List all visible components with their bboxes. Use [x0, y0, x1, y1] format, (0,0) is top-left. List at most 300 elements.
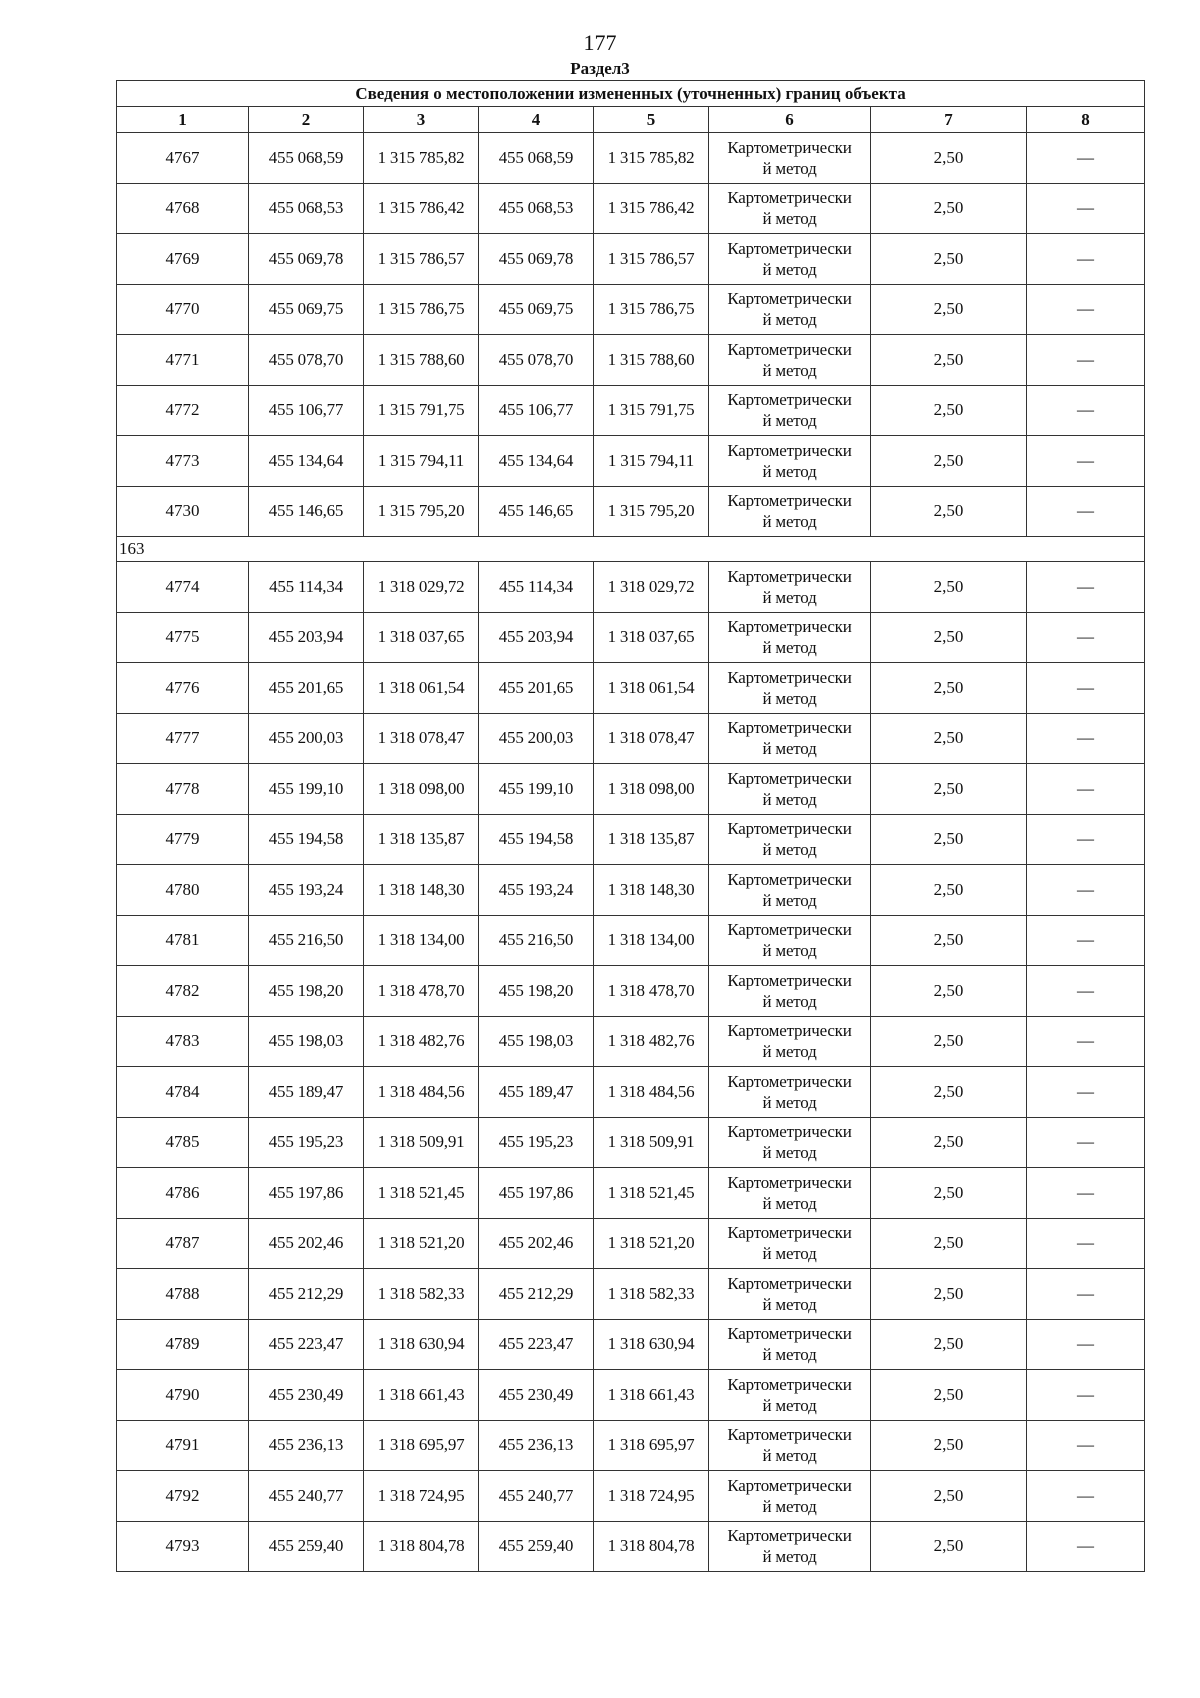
table-row: [117, 663, 1145, 714]
description-cell: —: [1027, 133, 1145, 184]
y-refined-cell: 1 318 061,54: [594, 663, 709, 714]
accuracy-cell: 2,50: [871, 486, 1027, 537]
method-line: Картометрически: [727, 339, 852, 359]
x-existing-cell: 455 106,77: [249, 385, 364, 436]
x-refined-cell: 455 198,20: [479, 966, 594, 1017]
method-line: й метод: [762, 840, 817, 860]
method-line: й метод: [762, 209, 817, 229]
description-cell: —: [1027, 966, 1145, 1017]
method-cell: [709, 486, 871, 537]
method-line: Картометрически: [727, 819, 852, 839]
group-label: 163: [117, 537, 1145, 562]
point-number-cell: 4786: [117, 1168, 249, 1219]
table-row: [117, 713, 1145, 764]
y-existing-cell: 1 318 078,47: [364, 713, 479, 764]
accuracy-cell: 2,50: [871, 1471, 1027, 1522]
y-refined-cell: 1 318 098,00: [594, 764, 709, 815]
x-refined-cell: 455 259,40: [479, 1521, 594, 1572]
method-line: й метод: [762, 941, 817, 961]
method-line: Картометрически: [727, 390, 852, 410]
y-existing-cell: 1 315 794,11: [364, 436, 479, 487]
method-line: й метод: [762, 1294, 817, 1314]
method-line: Картометрически: [727, 566, 852, 586]
x-refined-cell: 455 212,29: [479, 1269, 594, 1320]
point-number-cell: 4775: [117, 612, 249, 663]
method-cell: [709, 865, 871, 916]
point-number-cell: 4792: [117, 1471, 249, 1522]
x-existing-cell: 455 197,86: [249, 1168, 364, 1219]
column-header-row: [117, 107, 1145, 133]
x-existing-cell: 455 240,77: [249, 1471, 364, 1522]
x-existing-cell: 455 202,46: [249, 1218, 364, 1269]
column-header: 1: [117, 107, 249, 133]
x-refined-cell: 455 134,64: [479, 436, 594, 487]
method-line: й метод: [762, 1143, 817, 1163]
description-cell: —: [1027, 915, 1145, 966]
point-number-cell: 4769: [117, 234, 249, 285]
method-line: Картометрически: [727, 491, 852, 511]
table-row: [117, 612, 1145, 663]
y-refined-cell: 1 318 509,91: [594, 1117, 709, 1168]
description-cell: —: [1027, 1269, 1145, 1320]
y-existing-cell: 1 315 791,75: [364, 385, 479, 436]
method-line: й метод: [762, 411, 817, 431]
y-existing-cell: 1 315 786,75: [364, 284, 479, 335]
table-row: [117, 1117, 1145, 1168]
column-header: 8: [1027, 107, 1145, 133]
table-title-row: [117, 81, 1145, 107]
accuracy-cell: 2,50: [871, 1370, 1027, 1421]
y-refined-cell: 1 315 791,75: [594, 385, 709, 436]
description-cell: —: [1027, 436, 1145, 487]
method-line: й метод: [762, 1193, 817, 1213]
point-number-cell: 4767: [117, 133, 249, 184]
y-refined-cell: 1 318 630,94: [594, 1319, 709, 1370]
method-cell: [709, 1319, 871, 1370]
y-existing-cell: 1 315 785,82: [364, 133, 479, 184]
x-refined-cell: 455 199,10: [479, 764, 594, 815]
method-cell: [709, 1521, 871, 1572]
method-line: й метод: [762, 512, 817, 532]
x-refined-cell: 455 198,03: [479, 1016, 594, 1067]
y-existing-cell: 1 318 135,87: [364, 814, 479, 865]
method-line: й метод: [762, 1446, 817, 1466]
x-refined-cell: 455 069,75: [479, 284, 594, 335]
x-refined-cell: 455 106,77: [479, 385, 594, 436]
table-row: [117, 335, 1145, 386]
table-row: [117, 915, 1145, 966]
accuracy-cell: 2,50: [871, 814, 1027, 865]
method-line: Картометрически: [727, 1021, 852, 1041]
x-refined-cell: 455 230,49: [479, 1370, 594, 1421]
method-cell: [709, 1016, 871, 1067]
y-refined-cell: 1 318 661,43: [594, 1370, 709, 1421]
accuracy-cell: 2,50: [871, 966, 1027, 1017]
x-existing-cell: 455 212,29: [249, 1269, 364, 1320]
table-row: [117, 183, 1145, 234]
table-row: [117, 966, 1145, 1017]
page-number: 177: [583, 30, 617, 55]
table-row: [117, 1521, 1145, 1572]
method-cell: [709, 814, 871, 865]
method-line: й метод: [762, 1496, 817, 1516]
method-line: й метод: [762, 688, 817, 708]
method-cell: [709, 562, 871, 613]
accuracy-cell: 2,50: [871, 385, 1027, 436]
method-line: й метод: [762, 991, 817, 1011]
y-existing-cell: 1 318 582,33: [364, 1269, 479, 1320]
x-refined-cell: 455 078,70: [479, 335, 594, 386]
method-cell: [709, 284, 871, 335]
point-number-cell: 4774: [117, 562, 249, 613]
boundary-coordinates-table: [116, 80, 1145, 1572]
accuracy-cell: 2,50: [871, 612, 1027, 663]
accuracy-cell: 2,50: [871, 1420, 1027, 1471]
y-existing-cell: 1 315 786,42: [364, 183, 479, 234]
method-line: Картометрически: [727, 1172, 852, 1192]
accuracy-cell: 2,50: [871, 1117, 1027, 1168]
method-line: Картометрически: [727, 718, 852, 738]
x-existing-cell: 455 195,23: [249, 1117, 364, 1168]
method-line: Картометрически: [727, 768, 852, 788]
x-refined-cell: 455 195,23: [479, 1117, 594, 1168]
method-cell: [709, 1117, 871, 1168]
x-existing-cell: 455 223,47: [249, 1319, 364, 1370]
method-cell: [709, 915, 871, 966]
method-line: Картометрически: [727, 1273, 852, 1293]
point-number-cell: 4777: [117, 713, 249, 764]
point-number-cell: 4772: [117, 385, 249, 436]
y-refined-cell: 1 315 794,11: [594, 436, 709, 487]
description-cell: —: [1027, 1016, 1145, 1067]
accuracy-cell: 2,50: [871, 1067, 1027, 1118]
method-cell: [709, 713, 871, 764]
y-refined-cell: 1 318 478,70: [594, 966, 709, 1017]
table-row: [117, 436, 1145, 487]
accuracy-cell: 2,50: [871, 865, 1027, 916]
table-row: [117, 562, 1145, 613]
y-refined-cell: 1 315 788,60: [594, 335, 709, 386]
table-row: [117, 764, 1145, 815]
y-refined-cell: 1 318 695,97: [594, 1420, 709, 1471]
method-line: й метод: [762, 789, 817, 809]
point-number-cell: 4781: [117, 915, 249, 966]
method-line: Картометрически: [727, 869, 852, 889]
y-refined-cell: 1 315 786,42: [594, 183, 709, 234]
accuracy-cell: 2,50: [871, 284, 1027, 335]
method-cell: [709, 1471, 871, 1522]
x-existing-cell: 455 200,03: [249, 713, 364, 764]
x-refined-cell: 455 068,53: [479, 183, 594, 234]
y-existing-cell: 1 318 661,43: [364, 1370, 479, 1421]
y-existing-cell: 1 318 695,97: [364, 1420, 479, 1471]
y-existing-cell: 1 318 724,95: [364, 1471, 479, 1522]
method-line: й метод: [762, 310, 817, 330]
method-line: Картометрически: [727, 440, 852, 460]
method-line: й метод: [762, 259, 817, 279]
method-line: й метод: [762, 739, 817, 759]
table-row: [117, 1016, 1145, 1067]
table-row: [117, 385, 1145, 436]
accuracy-cell: 2,50: [871, 764, 1027, 815]
accuracy-cell: 2,50: [871, 1168, 1027, 1219]
y-existing-cell: 1 318 478,70: [364, 966, 479, 1017]
accuracy-cell: 2,50: [871, 1016, 1027, 1067]
y-refined-cell: 1 318 078,47: [594, 713, 709, 764]
table-row: [117, 1370, 1145, 1421]
x-existing-cell: 455 216,50: [249, 915, 364, 966]
method-line: Картометрически: [727, 137, 852, 157]
description-cell: —: [1027, 486, 1145, 537]
method-cell: [709, 133, 871, 184]
method-cell: [709, 1168, 871, 1219]
column-header: 3: [364, 107, 479, 133]
column-header: 2: [249, 107, 364, 133]
y-existing-cell: 1 318 630,94: [364, 1319, 479, 1370]
description-cell: —: [1027, 562, 1145, 613]
method-line: Картометрически: [727, 1122, 852, 1142]
method-cell: [709, 764, 871, 815]
table-row: [117, 1319, 1145, 1370]
y-refined-cell: 1 318 582,33: [594, 1269, 709, 1320]
accuracy-cell: 2,50: [871, 335, 1027, 386]
method-line: Картометрически: [727, 667, 852, 687]
method-cell: [709, 1370, 871, 1421]
table-title: Сведения о местоположении измененных (уточненных) границ объекта: [117, 81, 1145, 107]
x-existing-cell: 455 114,34: [249, 562, 364, 613]
x-refined-cell: 455 068,59: [479, 133, 594, 184]
description-cell: —: [1027, 1420, 1145, 1471]
method-line: й метод: [762, 1244, 817, 1264]
x-existing-cell: 455 201,65: [249, 663, 364, 714]
y-refined-cell: 1 315 786,75: [594, 284, 709, 335]
method-cell: [709, 234, 871, 285]
y-existing-cell: 1 318 521,45: [364, 1168, 479, 1219]
group-row: [117, 537, 1145, 562]
method-cell: [709, 385, 871, 436]
point-number-cell: 4787: [117, 1218, 249, 1269]
y-refined-cell: 1 318 521,45: [594, 1168, 709, 1219]
method-line: й метод: [762, 1345, 817, 1365]
x-existing-cell: 455 134,64: [249, 436, 364, 487]
description-cell: —: [1027, 284, 1145, 335]
method-line: й метод: [762, 890, 817, 910]
point-number-cell: 4785: [117, 1117, 249, 1168]
point-number-cell: 4782: [117, 966, 249, 1017]
description-cell: —: [1027, 865, 1145, 916]
description-cell: —: [1027, 1471, 1145, 1522]
y-refined-cell: 1 315 785,82: [594, 133, 709, 184]
table-row: [117, 865, 1145, 916]
table-row: [117, 1471, 1145, 1522]
accuracy-cell: 2,50: [871, 562, 1027, 613]
table-row: [117, 284, 1145, 335]
method-line: й метод: [762, 638, 817, 658]
table-row: [117, 133, 1145, 184]
accuracy-cell: 2,50: [871, 1521, 1027, 1572]
method-line: й метод: [762, 158, 817, 178]
y-existing-cell: 1 318 029,72: [364, 562, 479, 613]
column-header: 7: [871, 107, 1027, 133]
method-cell: [709, 183, 871, 234]
x-existing-cell: 455 069,75: [249, 284, 364, 335]
point-number-cell: 4788: [117, 1269, 249, 1320]
x-existing-cell: 455 068,59: [249, 133, 364, 184]
y-existing-cell: 1 315 795,20: [364, 486, 479, 537]
point-number-cell: 4771: [117, 335, 249, 386]
point-number-cell: 4730: [117, 486, 249, 537]
x-refined-cell: 455 201,65: [479, 663, 594, 714]
description-cell: —: [1027, 1067, 1145, 1118]
y-refined-cell: 1 318 134,00: [594, 915, 709, 966]
method-line: й метод: [762, 1395, 817, 1415]
method-line: й метод: [762, 1547, 817, 1567]
description-cell: —: [1027, 1521, 1145, 1572]
x-refined-cell: 455 236,13: [479, 1420, 594, 1471]
accuracy-cell: 2,50: [871, 234, 1027, 285]
x-existing-cell: 455 069,78: [249, 234, 364, 285]
y-existing-cell: 1 315 786,57: [364, 234, 479, 285]
x-existing-cell: 455 199,10: [249, 764, 364, 815]
y-refined-cell: 1 318 804,78: [594, 1521, 709, 1572]
column-header: 5: [594, 107, 709, 133]
y-existing-cell: 1 318 804,78: [364, 1521, 479, 1572]
x-existing-cell: 455 194,58: [249, 814, 364, 865]
method-cell: [709, 1269, 871, 1320]
table-row: [117, 1420, 1145, 1471]
y-refined-cell: 1 315 786,57: [594, 234, 709, 285]
point-number-cell: 4783: [117, 1016, 249, 1067]
method-line: Картометрически: [727, 1324, 852, 1344]
point-number-cell: 4780: [117, 865, 249, 916]
x-refined-cell: 455 197,86: [479, 1168, 594, 1219]
description-cell: —: [1027, 385, 1145, 436]
point-number-cell: 4784: [117, 1067, 249, 1118]
x-refined-cell: 455 216,50: [479, 915, 594, 966]
accuracy-cell: 2,50: [871, 713, 1027, 764]
method-line: Картометрически: [727, 289, 852, 309]
y-existing-cell: 1 318 061,54: [364, 663, 479, 714]
y-refined-cell: 1 318 135,87: [594, 814, 709, 865]
table-row: [117, 814, 1145, 865]
x-existing-cell: 455 146,65: [249, 486, 364, 537]
y-existing-cell: 1 318 521,20: [364, 1218, 479, 1269]
point-number-cell: 4793: [117, 1521, 249, 1572]
method-line: Картометрически: [727, 1475, 852, 1495]
description-cell: —: [1027, 814, 1145, 865]
point-number-cell: 4768: [117, 183, 249, 234]
method-line: Картометрически: [727, 1223, 852, 1243]
method-line: й метод: [762, 1092, 817, 1112]
x-refined-cell: 455 240,77: [479, 1471, 594, 1522]
table-row: [117, 234, 1145, 285]
y-existing-cell: 1 318 482,76: [364, 1016, 479, 1067]
x-existing-cell: 455 230,49: [249, 1370, 364, 1421]
y-existing-cell: 1 318 037,65: [364, 612, 479, 663]
point-number-cell: 4791: [117, 1420, 249, 1471]
method-cell: [709, 335, 871, 386]
x-refined-cell: 455 203,94: [479, 612, 594, 663]
method-line: й метод: [762, 461, 817, 481]
point-number-cell: 4773: [117, 436, 249, 487]
method-cell: [709, 1420, 871, 1471]
point-number-cell: 4790: [117, 1370, 249, 1421]
method-line: Картометрически: [727, 970, 852, 990]
accuracy-cell: 2,50: [871, 436, 1027, 487]
y-refined-cell: 1 318 029,72: [594, 562, 709, 613]
method-line: Картометрически: [727, 188, 852, 208]
method-cell: [709, 436, 871, 487]
method-cell: [709, 1067, 871, 1118]
x-existing-cell: 455 198,03: [249, 1016, 364, 1067]
method-line: Картометрически: [727, 1374, 852, 1394]
point-number-cell: 4779: [117, 814, 249, 865]
accuracy-cell: 2,50: [871, 133, 1027, 184]
x-refined-cell: 455 069,78: [479, 234, 594, 285]
method-line: Картометрически: [727, 920, 852, 940]
y-refined-cell: 1 315 795,20: [594, 486, 709, 537]
accuracy-cell: 2,50: [871, 915, 1027, 966]
point-number-cell: 4778: [117, 764, 249, 815]
x-refined-cell: 455 200,03: [479, 713, 594, 764]
y-existing-cell: 1 318 134,00: [364, 915, 479, 966]
method-cell: [709, 663, 871, 714]
method-line: й метод: [762, 1042, 817, 1062]
x-existing-cell: 455 078,70: [249, 335, 364, 386]
x-refined-cell: 455 223,47: [479, 1319, 594, 1370]
description-cell: —: [1027, 1319, 1145, 1370]
method-cell: [709, 966, 871, 1017]
method-line: Картометрически: [727, 1526, 852, 1546]
y-refined-cell: 1 318 521,20: [594, 1218, 709, 1269]
y-existing-cell: 1 318 148,30: [364, 865, 479, 916]
y-existing-cell: 1 318 098,00: [364, 764, 479, 815]
y-existing-cell: 1 315 788,60: [364, 335, 479, 386]
x-existing-cell: 455 236,13: [249, 1420, 364, 1471]
x-refined-cell: 455 114,34: [479, 562, 594, 613]
accuracy-cell: 2,50: [871, 1269, 1027, 1320]
section-label: Раздел3: [570, 59, 630, 78]
description-cell: —: [1027, 663, 1145, 714]
method-cell: [709, 1218, 871, 1269]
description-cell: —: [1027, 1370, 1145, 1421]
method-line: й метод: [762, 587, 817, 607]
y-refined-cell: 1 318 724,95: [594, 1471, 709, 1522]
description-cell: —: [1027, 713, 1145, 764]
description-cell: —: [1027, 1218, 1145, 1269]
description-cell: —: [1027, 764, 1145, 815]
accuracy-cell: 2,50: [871, 663, 1027, 714]
description-cell: —: [1027, 1117, 1145, 1168]
column-header: 6: [709, 107, 871, 133]
x-existing-cell: 455 198,20: [249, 966, 364, 1017]
x-existing-cell: 455 189,47: [249, 1067, 364, 1118]
x-refined-cell: 455 194,58: [479, 814, 594, 865]
column-header: 4: [479, 107, 594, 133]
point-number-cell: 4770: [117, 284, 249, 335]
y-refined-cell: 1 318 484,56: [594, 1067, 709, 1118]
description-cell: —: [1027, 234, 1145, 285]
table-row: [117, 1269, 1145, 1320]
y-refined-cell: 1 318 148,30: [594, 865, 709, 916]
table-body: [117, 133, 1145, 1572]
accuracy-cell: 2,50: [871, 183, 1027, 234]
method-line: Картометрически: [727, 1071, 852, 1091]
method-line: й метод: [762, 360, 817, 380]
table-row: [117, 486, 1145, 537]
method-cell: [709, 612, 871, 663]
y-refined-cell: 1 318 037,65: [594, 612, 709, 663]
